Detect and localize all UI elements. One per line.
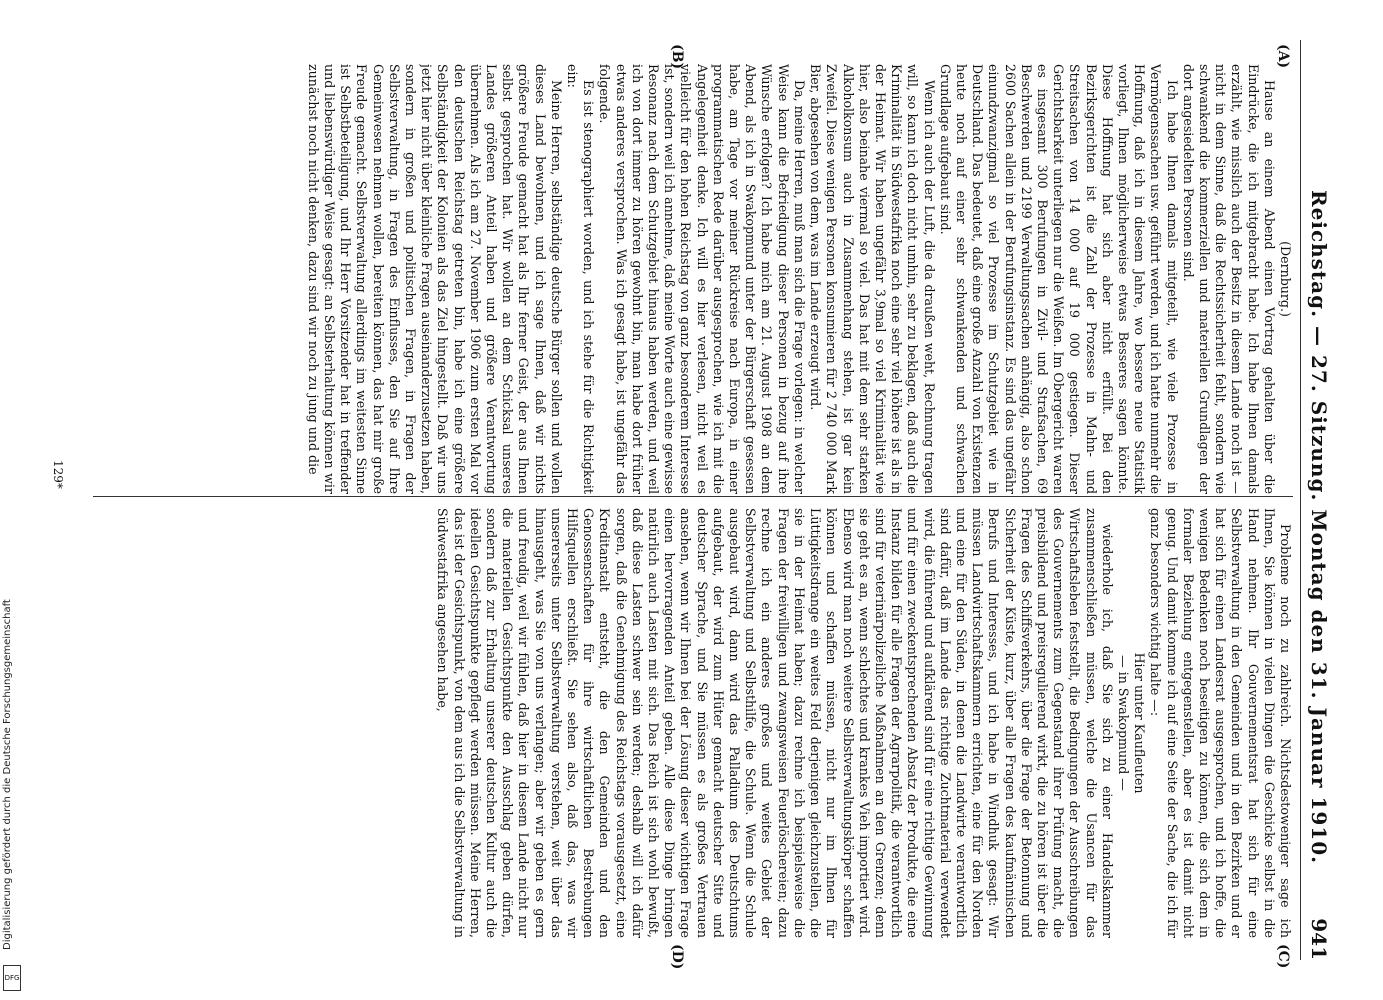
paragraph: Es ist stenographiert worden, und ich stehe für die Richtigkeit ein:: [565, 64, 597, 494]
header-rule: [1300, 40, 1301, 960]
paragraph: Wenn ich auch der Luft, die da draußen weht, Rechnung tragen will, so kann ich doch nicht umhin, sehr zu beklagen, daß auch die Kriminalität in Südwestafrika noch eine sehr viel höhere ist als in der Heimat. Wir haben ungefähr 3,9mal so viel Kriminalität wie hier, also beinahe viermal so viel. Das hat mit dem sehr starken Alkoholkonsum auch in Zusammenhang stehen, ist gar kein Zweifel. Diese wenigen Personen konsumieren für 2 740 000 Mark Bier, abgesehen von dem, was im Lande erzeugt wird.: [808, 64, 937, 494]
document-page: [35, 0, 1335, 1000]
paragraph: Da, meine Herren, muß man sich die Frage vorlegen: in welcher Weise kann die Befriedigung dieser Personen in bezug auf ihre Wünsche erfolgen? Ich habe mich am 21. August 1908 an dem Abend, als ich in Swakopmund unter der Bürgerschaft gesessen habe, am Tage vor meiner Rückreise nach Europa, in einer programmatischen Rede darüber ausgesprochen, wie ich mit die Angelegenheit denke. Ich will es hier verlesen, nicht weil es vielleicht für den hohen Reichstag von ganz besonderem Interesse ist, sondern weil ich annehme, daß meine Worte auch eine gewisse Resonanz nach dem Schutzgebiet hinaus haben werden, und weil ich von dort immer zu hören gewohnt bin, man habe dort früher etwas anderes versprochen. Was ich gesagt habe, ist ungefähr das folgende.: [597, 64, 807, 494]
column-divider: [93, 496, 1293, 497]
left-text-column: [53, 64, 1293, 494]
margin-mark-b: (B): [669, 44, 685, 70]
digitization-stamp: [0, 0, 24, 1000]
page-header: [1301, 40, 1331, 960]
signature-mark: 129*: [51, 460, 65, 489]
speaker-name: (Dernburg.): [1278, 241, 1293, 317]
right-text-column: [53, 508, 1293, 938]
paragraph: Probleme noch zu zahlreich. Nichtsdestoweniger sage ich Ihnen, Sie können in vielen Dingen die Geschicke selbst in die Hand nehmen. Ihr Gouvernementsrat hat sich für eine Selbstverwaltung in den Gemeinden und in den Bezirken und er hat sich für einen Landesrat ausgesprochen, und ich hoffe, die wenigen Bedenken noch beseitigen zu können, die sich dem in formaler Beziehung entgegenstellen, aber es ist damit nicht genug. Und damit komme ich auf eine Seite der Sache, die ich für ganz besonders wichtig halte —:: [1148, 508, 1293, 938]
margin-mark-c: (C): [1275, 944, 1291, 969]
paragraph: — in Swakopmund —: [1115, 655, 1131, 791]
paragraph: wiederhole ich, daß Sie sich zu einer Handelskammer zusammenschließen müssen, welche die Usancen für das Wirtschaftsleben feststellt, die Bedingungen der Ausschreibungen des Gouvernements zum Gegenstand ihrer Prüfung macht, die preisbildend und preisregulierend wirkt, die zu hören ist über die Fragen des Schiffsverkehrs, über die Frage der Betonnung und Sicherheit der Küste, kurz, über alle Fragen des kaufmännischen Berufs und Interesses, und ich habe in Windhuk gesagt: Wir müssen Landwirtschaftskammern errichten, eine für den Norden und eine für den Süden, in denen die Landwirte verantwortlich sind dafür, daß im Lande das richtige Zuchtmaterial verwendet wird, die führend und aufklärend sind für eine richtige Gewinnung und für einen zweckentsprechenden Absatz der Produkte, die eine Instanz bilden für alle Fragen der Agrarpolitik, die verantwortlich sind für veterinärpolizeiliche Maßnahmen an den Grenzen; denn sie geht es an, wenn schlechtes und krankes Vieh importiert wird. Ebenso wird man noch weitere Selbstverwaltungskörper schaffen können und schaffen müssen, nicht nur im Ihnen für Lüttigkeitsdrange ein weites Feld derjenigen gleichzustellen, die sie in der Heimat haben; dazu rechne ich beispielsweise die Fragen der freiwilligen und zwangsweisen Feuerlöschereien; dazu rechne ich ein anderes großes und weites Gebiet der Selbstverwaltung und Selbsthilfe, die Schule. Wenn die Schule ausgebaut wird, dann wird das Palladium des Deutschtums aufgebaut, der wird zum Hüter gemacht deutscher Sitte und deutscher Sprache, und Sie müssen es als großes Vertrauen ansehen, wenn wir Ihnen bei der Lösung dieser wichtigen Frage einen hervorragenden Anteil geben. Alle diese Dinge bringen natürlich auch Lasten mit sich. Das Reich ist sich wohl bewußt, daß diese Lasten schwer sein werden; deshalb will ich dafür sorgen, daß die Genehmigung des Reichstags vorausgesetzt, eine Kreditanstalt entsteht, die den Gemeinden und den Genossenschaften für ihre wirtschaftlichen Bestrebungen Hilfsquellen erschließt. Sie sehen also, daß das, was wir unsererseits unter Selbstverwaltung verstehen, weit über das hinausgeht, was Sie von uns verlangen; aber wir geben es gern und freudig, weil wir fühlen, daß hier in diesem Lande nicht nur die materiellen Gesichtspunkte den Ausschlag geben dürfen, sondern daß zur Erhaltung unserer deutschen Kultur auch die ideellen Gesichtspunkte gepflegt werden müssen. Meine Herren, das ist der Gesichtspunkt, von dem aus ich die Selbstverwaltung in Südwestafrika angesehen habe,: [435, 508, 1115, 938]
dfg-logo: DFG: [3, 965, 21, 991]
page-number: 941: [1307, 918, 1331, 960]
paragraph: Hier unter Kaufleuten: [1132, 652, 1148, 794]
paragraph: Meine Herren, selbständige deutsche Bürger sollen und wollen dieses Land bewohnen, und ich sage Ihnen, daß wir nichts größere Freude gemacht hat als Ihr ferner Geist, der aus Ihnen selbst gesprochen hat. Wir wollen an dem Schicksal unseres Landes größeren Anteil haben und größere Verantwortung übernehmen. Als ich am 27. November 1906 zum ersten Mal vor den deutschen Reichstag getreten bin, habe ich eine größere Selbständigkeit der Kolonien als das Ziel hingestellt. Daß wir uns jetzt hier nicht über kleinliche Fragen auseinanderzusetzen haben, sondern in großen und politischen Fragen, in Fragen der Selbstverwaltung, in Fragen des Einflusses, den Sie auf Ihre Gemeinwesen nehmen wollen, bereiten können, das hat mir große Freude gemacht. Selbstverwaltung allerdings im weitesten Sinne ist Selbstbeteiligung, und Ihr Herr Vorsitzender hat in treffender und liebenswürdiger Weise gesagt: an Selbsterhaltung können wir zunächst noch nicht denken, dazu sind wir noch zu jung und die: [305, 64, 564, 494]
paragraph: Ich habe Ihnen damals mitgeteilt, wie viele Prozesse in Vermögenssachen usw. geführt werden, und ich hatte nunmehr die Hoffnung, daß ich in diesem Jahre, wo bessere neue Statistik vorliegt, Ihnen möglicherweise etwas Besseres sagen könnte. Diese Hoffnung hat sich aber nicht erfüllt. Bei den Bezirksgerichten ist die Zahl der Prozesse in Mahn- und Streitsachen von 14 000 auf 19 000 gestiegen. Dieser Gerichtsbarkeit unterliegen nur die Weißen. Im Obergericht waren es insgesamt 300 Berufungen in Zivil- und Strafsachen, 69 Beschwerden und 2199 Verwaltungssachen anhängig, also schon 2600 Sachen allein in der Berufungsinstanz. Es sind das ungefähr einundzwanzigmal so viel Prozesse im Schutzgebiet wie in Deutschland. Das bedeutet, daß eine große Anzahl von Existenzen heute noch auf einer sehr schwankenden und schwachen Grundlage aufgebaut sind.: [937, 64, 1180, 494]
margin-mark-a: (A): [1275, 44, 1291, 69]
page-title: Reichstag. — 27. Sitzung. Montag den 31. Januar 1910.: [1307, 190, 1331, 865]
margin-mark-d: (D): [669, 944, 685, 970]
dfg-credit-text: Digitalisierung gefördert durch die Deutsche Forschungsgemeinschaft: [2, 599, 13, 950]
paragraph: Hause an einem Abend einen Vortrag gehalten über die Eindrücke, die ich mitgebracht habe. Ich habe Ihnen damals erzählt, wie misslich auch der Besitz in diesem Lande noch ist — nicht in dem Sinne, daß die Rechtssicherheit fehlt, sondern wie schwankend die kommerziellen und materiellen Grundlagen der dort angesiedelten Personen sind.: [1180, 64, 1277, 494]
